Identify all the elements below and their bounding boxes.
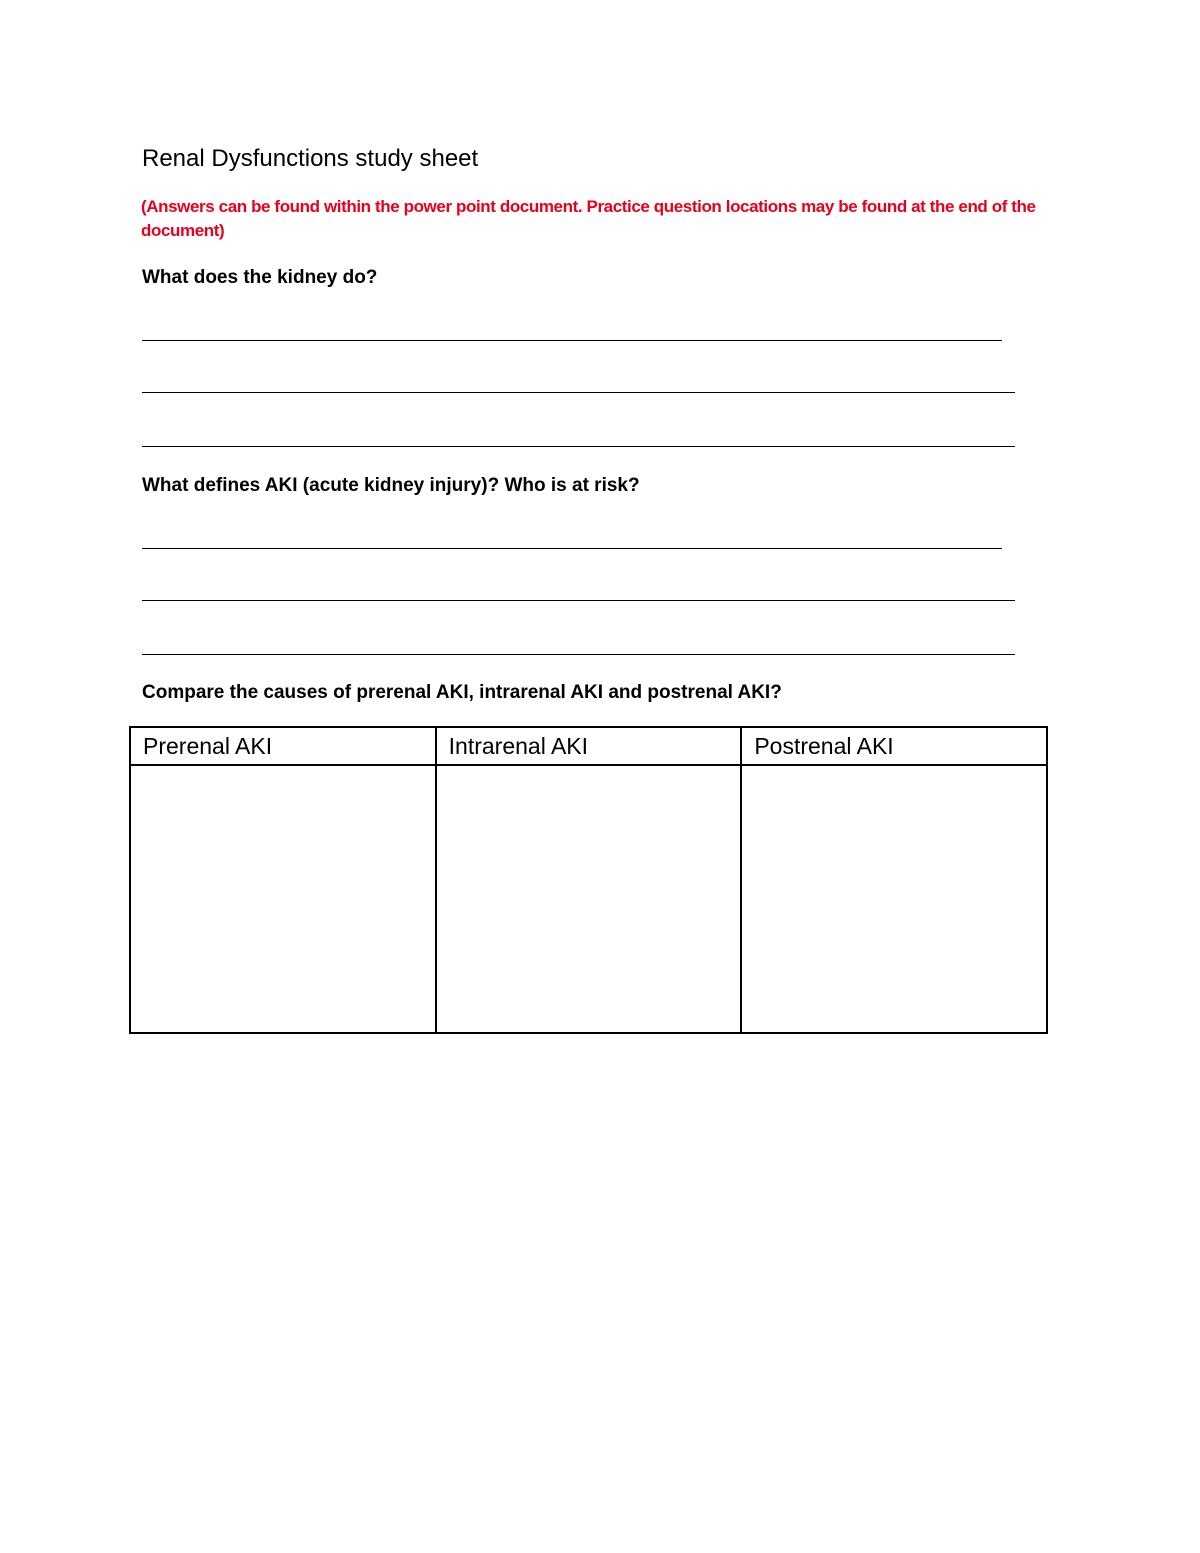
question-kidney-function: What does the kidney do? xyxy=(142,267,378,288)
answer-line-q2-1[interactable] xyxy=(142,548,1002,549)
answer-line-q1-2[interactable] xyxy=(142,392,1015,393)
table-row xyxy=(130,765,1047,1033)
header-intrarenal-aki: Intrarenal AKI xyxy=(436,727,742,765)
header-prerenal-aki: Prerenal AKI xyxy=(130,727,436,765)
cell-intrarenal-aki[interactable] xyxy=(436,765,742,1033)
aki-comparison-table xyxy=(129,726,1048,1034)
instructions-note: (Answers can be found within the power point document. Practice question locations may be found at the end of the document) xyxy=(141,197,1036,240)
answer-line-q1-3[interactable] xyxy=(142,446,1015,447)
header-postrenal-aki: Postrenal AKI xyxy=(741,727,1047,765)
question-aki-definition: What defines AKI (acute kidney injury)? Who is at risk? xyxy=(142,475,640,496)
cell-prerenal-aki[interactable] xyxy=(130,765,436,1033)
question-compare-causes: Compare the causes of prerenal AKI, intrarenal AKI and postrenal AKI? xyxy=(142,682,782,703)
table-header-row xyxy=(130,727,1047,765)
page-title: Renal Dysfunctions study sheet xyxy=(142,145,479,172)
answer-line-q2-2[interactable] xyxy=(142,600,1015,601)
answer-line-q2-3[interactable] xyxy=(142,654,1015,655)
answer-line-q1-1[interactable] xyxy=(142,340,1002,341)
cell-postrenal-aki[interactable] xyxy=(741,765,1047,1033)
